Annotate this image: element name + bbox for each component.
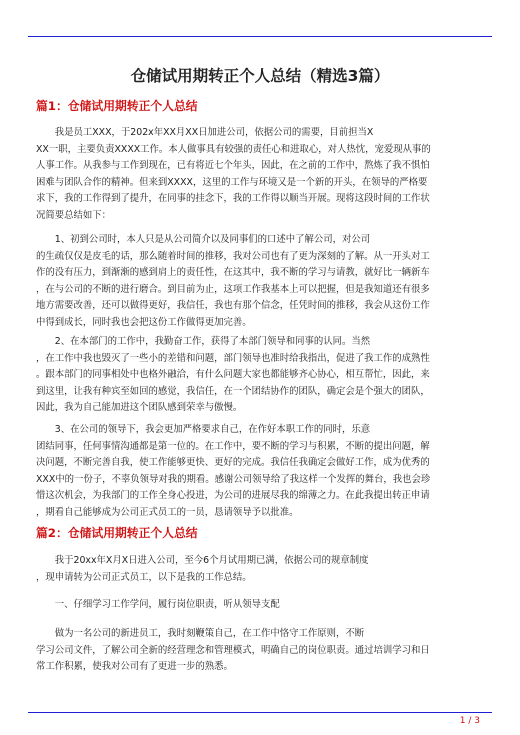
text-line: 1、初到公司时，本人只是从公司简介以及同事们的口述中了解公司，对公司 xyxy=(36,234,371,245)
paragraph xyxy=(36,125,484,225)
text-line: 况简要总结如下： xyxy=(36,209,112,221)
text-line: 一、仔细学习工作学问，履行岗位职责，听从领导支配 xyxy=(36,599,280,610)
paragraph xyxy=(36,334,484,417)
text-line: 决问题，不断完善自我，使工作能够更快、更好的完成。我信任我确定会做好工作，成为优秀的 xyxy=(36,457,430,469)
text-line: XX一职，主要负责XXXX工作。本人做事具有较强的责任心和进取心，对人热忱，宠爱现从事的 xyxy=(36,143,431,155)
document-title: 仓储试用期转正个人总结（精选3篇） xyxy=(130,67,390,85)
paragraph xyxy=(36,553,484,586)
text-line: XXX中的一份子，不辜负领导对我的期看。感谢公司领导给了我这样一个发挥的舞台，我也会珍 xyxy=(36,473,431,485)
text-line: 。跟本部门的同事相处中也格外融洽，有什么问题大家也都能够齐心协心，相互帮忙，因此，来 xyxy=(36,369,430,381)
paragraph xyxy=(36,597,484,614)
text-line: ，在与公司的不断的进行磨合。到目前为止，这项工作我基本上可以把握，但是我知道还有很多 xyxy=(36,283,430,295)
text-line: 中得到成长，同时我也会把这份工作做得更加完善。 xyxy=(36,316,252,328)
text-line: 地方需要改善，还可以做得更好，我信任，我也有那个信念，任凭时间的推移，我会从这份工作 xyxy=(36,300,430,312)
paragraph xyxy=(36,626,484,676)
text-line: 学习公司文件，了解公司全新的经营理念和管理模式，明确自己的岗位职责。通过培训学习和日 xyxy=(36,644,430,656)
text-line: 作的没有压力，到渐渐的感到肩上的责任性，在这其中，我不断的学习与请教，就好比一辆新车 xyxy=(36,267,430,279)
text-line: ，在工作中我也毁灭了一些小的差错和问题，部门领导也准时给我指出，促进了我工作的成熟性 xyxy=(36,352,430,364)
paragraph xyxy=(36,232,484,332)
text-line: 人事工作。从我参与工作到现在，已有将近七个年头，因此，在之前的工作中，熬炼了我不惧怕 xyxy=(36,160,430,172)
section-heading: 篇2：仓储试用期转正个人总结 xyxy=(36,526,198,540)
text-line: 我于20xx年X月X日进入公司，至今6个月试用期已满，依据公司的规章制度 xyxy=(36,555,369,566)
paragraph xyxy=(36,422,484,522)
page-indicator: 1 / 3 xyxy=(459,716,480,726)
text-line: 我是员工XXX，于202x年XX月XX日加进公司，依据公司的需要，目前担当X xyxy=(36,127,374,138)
header-rule xyxy=(28,36,492,37)
text-line: 惜这次机会，为我部门的工作全身心投进，为公司的进展尽我的绵薄之力。在此我提出转正申请 xyxy=(36,490,430,502)
footer-rule xyxy=(28,712,492,713)
text-line: 到这里，让我有种宾至如回的感觉，我信任，在一个团结协作的团队，确定会是个强大的团队， xyxy=(36,385,430,397)
text-line: 做为一名公司的新进员工，我时刻鞭策自己，在工作中恪守工作原则，不断 xyxy=(36,628,365,639)
text-line: 因此，我为自己能加进这个团队感到荣幸与傲慢。 xyxy=(36,402,243,414)
text-line: ，现申请转为公司正式员工，以下是我的工作总结。 xyxy=(36,571,252,583)
text-line: 的生疏仅仅是皮毛的话，那么随着时间的推移，我对公司也有了更为深刻的了解。从一开头对工 xyxy=(36,250,430,262)
text-line: ，期看自己能够成为公司正式员工的一员，恳请领导予以批准。 xyxy=(36,506,299,518)
text-line: 求下，我的工作得到了提升，在同事的挂念下，我的工作得以顺当开展。现将这段时间的工作状 xyxy=(36,193,430,205)
text-line: 3、在公司的领导下，我会更加严格要求自己，在作好本职工作的同时，乐意 xyxy=(36,424,371,435)
text-line: 困难与团队合作的精神。但来到XXXX，这里的工作与环境又是一个新的开头，在领导的严格要 xyxy=(36,176,428,188)
text-line: 2、在本部门的工作中，我勤奋工作，获得了本部门领导和同事的认同。当然 xyxy=(36,336,371,347)
text-line: 常工作积累，使我对公司有了更进一步的熟悉。 xyxy=(36,661,233,673)
section-heading: 篇1：仓储试用期转正个人总结 xyxy=(36,99,198,113)
text-line: 团结同事，任何事情沟通都是第一位的。在工作中，要不断的学习与积累，不断的提出问题，解 xyxy=(36,440,430,452)
